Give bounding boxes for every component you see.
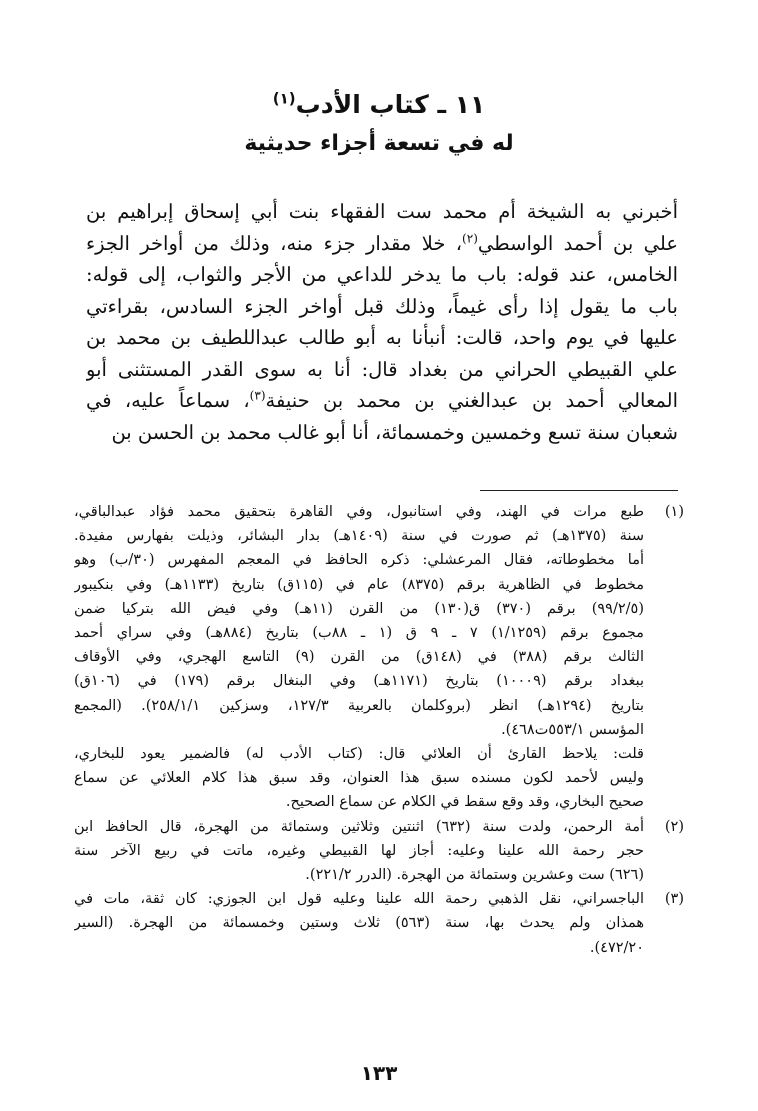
chapter-title-text: ١١ ـ كتاب الأدب: [295, 90, 486, 119]
footnote-number: (٢): [664, 818, 684, 835]
footnote-line: ببغداد برقم (١٠٠٠٩) بتاريخ (١١٧١هـ) وفي البنغال برقم (١٧٩) في (١٠٦ق): [74, 673, 644, 690]
footnote-marker-3: (٣): [249, 388, 266, 403]
footnote-line: الثالث برقم (٣٨٨) في (١٤٨ق) من القرن (٩) التاسع الهجري، وفي الأوقاف: [74, 649, 644, 666]
footnote-2: [74, 815, 684, 888]
body-line-segment: المعالي أحمد بن عبدالغني بن محمد بن حنيفة: [265, 389, 678, 412]
body-line: [86, 228, 678, 260]
footnote-line: بتاريخ (١٢٩٤هـ) انظر (بروكلمان بالعربية ١٢٧/٣، وسزكين ٢٥٨/١/١). (المجمع: [74, 697, 644, 714]
body-paragraph: [86, 196, 678, 448]
body-line: شعبان سنة تسع وخمسين وخمسمائة، أنا أبو غالب محمد بن الحسن بن: [111, 420, 678, 444]
footnote-line: طبع مرات في الهند، وفي استانبول، وفي القاهرة بتحقيق محمد فؤاد عبدالباقي،: [74, 504, 644, 520]
footnote-line: صحيح البخاري، وقد وقع سقط في الكلام عن سماع الصحيح.: [285, 794, 644, 811]
footnote-line: همذان ولم يحدث بها، سنة (٥٦٣) ثلاث وستين وخمسمائة من الهجرة. (السير: [74, 915, 644, 932]
body-line: أخبرني به الشيخة أم محمد ست الفقهاء بنت أبي إسحاق إبراهيم بن: [86, 200, 678, 223]
footnote-separator: [480, 490, 678, 491]
footnote-line: المؤسس ٥٥٣/١ت٤٦٨).: [501, 721, 644, 738]
body-line: علي القبيطي الحراني من بغداد قال: أنا به سوى القدر المستثنى أبو: [86, 357, 678, 381]
footnote-marker-2: (٢): [462, 231, 478, 245]
chapter-heading: [0, 86, 758, 162]
footnote-line: ٤٧٢/٢٠).: [589, 939, 644, 956]
footnote-line: وليس لأحمد لكون مسنده سبق هذا العنوان، وقد سبق هذا كلام العلائي عن سماع: [74, 770, 644, 787]
footnote-line: سنة (١٣٧٥هـ) ثم صورت في سنة (١٤٠٩هـ) بدار البشائر، وذيلت بفهارس مفيدة.: [74, 528, 644, 545]
footnote-line: أمة الرحمن، ولدت سنة (٦٣٢) اثنتين وثلاثين وستمائة من الهجرة، قال الحافظ ابن: [74, 818, 644, 835]
footnote-line: قلت: يلاحظ القارئ أن العلائي قال: (كتاب الأدب له) فالضمير يعود للبخاري،: [74, 746, 644, 763]
footnote-1: [74, 500, 684, 815]
footnote-line: مجموع برقم (١/١٢٥٩) ٧ ـ ٩ ق (١ ـ ٨٨ب) بتاريخ (٨٨٤هـ) وفي سراي أحمد: [74, 625, 644, 642]
footnote-line: حجر رحمة الله علينا وعليه: أجاز لها القبيطي وغيره، ماتت في ربيع الآخر سنة: [74, 842, 644, 859]
footnote-number: (١): [664, 504, 684, 520]
body-line: الخامس، عند قوله: باب ما يدخر للداعي من الأجر والثواب، إلى قوله:: [86, 263, 678, 286]
footnote-number: (٣): [664, 891, 684, 908]
footnote-line: أما مخطوطاته، فقال المرعشلي: ذكره الحافظ في المعجم المفهرس (٣٠/ب) وهو: [74, 552, 644, 569]
footnote-marker-1: (١): [272, 89, 296, 108]
body-line-segment: ، سماعاً عليه، في: [86, 389, 250, 412]
body-line: باب ما يقول إذا رأى غيماً، وذلك قبل أواخر الجزء السادس، بقراءتي: [86, 294, 678, 318]
footnote-3: [74, 887, 684, 960]
chapter-title: [0, 86, 758, 124]
footnote-line: مخطوط في الظاهرية برقم (٨٣٧٥) عام في (١١٥ق) بتاريخ (١١٣٣هـ) وفي بنكيبور: [74, 576, 644, 593]
footnotes: [74, 500, 684, 960]
body-line-segment: علي بن أحمد الواسطي: [477, 231, 678, 255]
footnote-line: (٦٢٦) ست وعشرين وستمائة من الهجرة. (الدرر ٢٢١/٢).: [305, 867, 644, 884]
footnote-line: الباجسراني، نقل الذهبي رحمة الله علينا وعليه قول ابن الجوزي: كان ثقة، مات في: [74, 891, 644, 908]
page-number: ١٣٣: [360, 1061, 398, 1085]
chapter-subtitle: له في تسعة أجزاء حديثية: [244, 131, 514, 156]
body-line: [86, 385, 678, 417]
body-line-segment: ، خلا مقدار جزء منه، وذلك من أواخر الجزء: [86, 231, 463, 255]
footnote-line: (٩٩/٢/٥) برقم (٣٧٠) ق(١٣٠) من القرن (١١هـ) وفي فيض الله بتركيا ضمن: [74, 600, 644, 617]
body-line: عليها في يوم واحد، قالت: أنبأنا به أبو طالب عبداللطيف بن محمد بن: [86, 326, 678, 349]
